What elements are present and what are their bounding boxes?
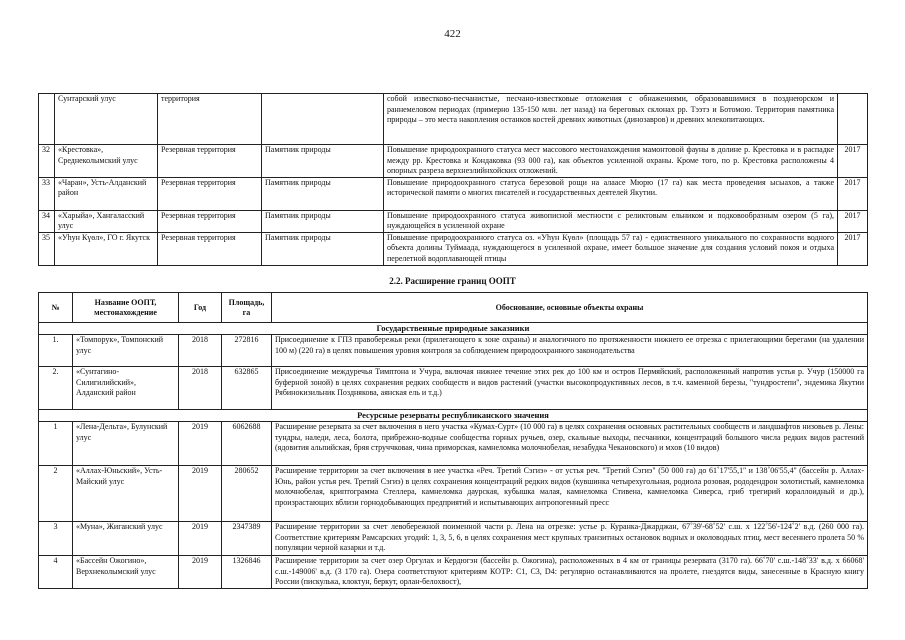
row-number: 1.: [39, 335, 73, 367]
row-number: 2.: [39, 367, 73, 410]
area-type: Памятник природы: [262, 232, 384, 265]
table-row: [39, 422, 868, 466]
area-description: собой известково-песчанистые, песчано-известковые отложения с обнажениями, образовавшимися в позднеюрском и раннемеловом периодах (примерно 135-150 млн. лет назад) на береговых склонах рр. Тээтэ и Ботомою. Территория памятника природы – это места накопления останков костей древних животных (динозавров) и древних млекопитающих.: [384, 94, 838, 145]
page-number: 422: [444, 28, 461, 40]
area-year: 2018: [179, 335, 222, 367]
area-description: Повышение природоохранного статуса мест массового местонахождения мамонтовой фауны в долине р. Крестовка и в распадке между рр. Крестовка и Кондаковка (93 000 га), как объектов усиленной охраны. Кроме того, по р. Крестовка расположены 4 опорных разреза верхнеэлийнхойских отложений.: [384, 145, 838, 178]
header-number: №: [39, 293, 73, 323]
table-row: [39, 145, 868, 178]
area-name: «Муна», Жиганский улус: [73, 522, 179, 556]
area-year: [838, 94, 868, 145]
group-row: [39, 323, 868, 335]
table-row: [39, 177, 868, 210]
area-name: «Харыйа», Хангаласский улус: [55, 210, 158, 232]
area-description: Расширение резервата за счет включения в него участка «Кумах-Сурт» (10 000 га) в целях сохранения основных растительных сообществ и ландшафтов низовьев р. Лены: тундры, наледи, леса, болота, прибрежно-водные сообщества горных ручьев, озер, скальные выходы, песчаники, концентраций большого числа редких видов растений (ядовития альпийская, бряя струччковая, чина приморская, камнеломка молочнобелая, незабудка Чекановского) и мхов (10 видов): [272, 422, 868, 466]
row-number: 35: [39, 232, 55, 265]
area-category: Резервная территория: [158, 145, 262, 178]
table-row: [39, 466, 868, 522]
header-area: Площадь, га: [222, 293, 272, 323]
row-number: 32: [39, 145, 55, 178]
area-type: Памятник природы: [262, 177, 384, 210]
area-year: 2019: [179, 522, 222, 556]
area-type: Памятник природы: [262, 145, 384, 178]
group-title: Государственные природные заказники: [39, 323, 868, 335]
protected-areas-table-continued: [38, 93, 868, 266]
area-description: Повышение природоохранного статуса живописной местности с реликтовым ельником и подковообразным озером (5 га), нуждающейся в усиленной охране: [384, 210, 838, 232]
area-description: Повышение природоохранного статуса оз. «Уһун Күөл» (площадь 57 га) - единственного уникального по сохранности водного объекта долины Туймаада, нуждающегося в усиленной охране, имеет большое значение для создания условий покоя и отдыха перелетной водоплавающей птицы: [384, 232, 838, 265]
area-type: Памятник природы: [262, 210, 384, 232]
header-year: Год: [179, 293, 222, 323]
row-number: 1: [39, 422, 73, 466]
table-row: [39, 232, 868, 265]
area-size: 2347389: [222, 522, 272, 556]
group-row: [39, 410, 868, 422]
area-category: территория: [158, 94, 262, 145]
area-year: 2019: [179, 422, 222, 466]
area-description: Повышение природоохранного статуса березовой рощи на алаасе Мюрю (17 га) как места проведения ысыахов, а также исторической памяти о многих писателей и государственных деятелей Якутии.: [384, 177, 838, 210]
area-name: «Лена-Дельта», Булунский улус: [73, 422, 179, 466]
table-header-row: [39, 293, 868, 323]
area-description: Присоединение междуречья Тимптона и Учура, включая нижнее течение этих рек до 100 км и остров Пермяйский, расположенный напротив устья р. Учур (150000 га буферной зоной) в целях сохранения редких сообществ и видов растений (участки высокопродуктивных лесов, в т.ч. каменной березы, "тундростепи", эндемика Якутии Рябинокизильник Позднякова, аянская ель и т.д.): [272, 367, 868, 410]
table-row: [39, 335, 868, 367]
area-year: 2018: [179, 367, 222, 410]
row-number: 33: [39, 177, 55, 210]
area-year: 2017: [838, 145, 868, 178]
area-name: «Аллах-Юньский», Усть-Майский улус: [73, 466, 179, 522]
area-size: 6062688: [222, 422, 272, 466]
area-description: Расширение территории за счет озер Оргулах и Кердюгэн (бассейн р. Ожогина), расположенных в 4 км от границы резервата (3170 га). 66˚70' с.ш.-148˚33' в.д. х 66068' с.ш.-149006' в.д. (3 170 га). Озера соответствуют критериям КОТР: С1, С3, D4: регулярно останавливаются на пролете, гнездятся виды, занесенные в Красную книгу России (пискулька, клоктун, беркут, орлан-белохвост),: [272, 556, 868, 589]
table-row: [39, 94, 868, 145]
group-title: Ресурсные резерваты республиканского значения: [39, 410, 868, 422]
header-description: Обоснование, основные объекты охраны: [272, 293, 868, 323]
table-row: [39, 367, 868, 410]
area-description: Расширение территории за счет левобережной поименной части р. Лена на отрезке: устье р. Куранка-Джарджан, 67˚39'-68˚52' с.ш. x 122˚56'-124˚2' в.д. (260 000 га). Соответствие критериям Рамсарских угодий: 1, 3, 5, 6, в целях сохранения мест крупных транзитных остановок водных и околоводных птиц, мест весеннего пролета 50 % популяции черной казарки и т.д.: [272, 522, 868, 556]
area-year: 2019: [179, 556, 222, 589]
area-size: 1326846: [222, 556, 272, 589]
row-number: 3: [39, 522, 73, 556]
area-name: «Чаран», Усть-Алданский район: [55, 177, 158, 210]
area-category: Резервная территория: [158, 232, 262, 265]
area-year: 2017: [838, 177, 868, 210]
boundary-extension-table: [38, 292, 868, 589]
header-name: Название ООПТ, местонахождение: [73, 293, 179, 323]
section-title: 2.2. Расширение границ ООПТ: [389, 276, 516, 286]
area-name: «Крестовка», Среднеколымский улус: [55, 145, 158, 178]
area-year: 2019: [179, 466, 222, 522]
row-number: 4: [39, 556, 73, 589]
row-number: 2: [39, 466, 73, 522]
area-name: «Томпорук», Томпонский улус: [73, 335, 179, 367]
area-name: «Сунтагино-Силигилийский», Алданский район: [73, 367, 179, 410]
row-number: [39, 94, 55, 145]
table-row: [39, 556, 868, 589]
area-name: «Бассейн Ожогино», Верхнеколымский улус: [73, 556, 179, 589]
area-year: 2017: [838, 210, 868, 232]
area-size: 272816: [222, 335, 272, 367]
area-category: Резервная территория: [158, 177, 262, 210]
area-year: 2017: [838, 232, 868, 265]
area-size: 280652: [222, 466, 272, 522]
area-category: Резервная территория: [158, 210, 262, 232]
area-description: Присоединение к ГПЗ правобережья реки (прилегающего к зоне охраны) и аналогичного по протяженности нижнего ее отрезка с прилегающими берегами (на удалении 100 м) (220 га) в целях повышения уровня контроля за соблюдением природоохранного законодательства: [272, 335, 868, 367]
area-name: «Уһун Күөл», ГО г. Якутск: [55, 232, 158, 265]
area-description: Расширение территории за счет включения в нее участка «Реч. Третий Сэгиэ» - от устья реч. "Третий Сэгиэ" (50 000 га) до 61˚17'55,1'' и 138˚06'55,4'' (бассейн р. Аллах-Юнь, район устья реч. Третий Сэгиэ) в целях сохранения концентраций редких видов (кувшинка четырехугольная, родиола розовая, рододендрон золотистый, камнеломка молочнобелая, криптограмма Стеллера, камнеломка даурская, кубышка малая, камнеломка Стивена, камнеломка Сиверса, гриб трегирий кораллоидный и др.), произрастающих вблизи горнодобывающих предприятий и испытывающих антропогенный пресс: [272, 466, 868, 522]
row-number: 34: [39, 210, 55, 232]
table-row: [39, 522, 868, 556]
area-type: [262, 94, 384, 145]
area-name: Сунтарский улус: [55, 94, 158, 145]
table-row: [39, 210, 868, 232]
area-size: 632865: [222, 367, 272, 410]
